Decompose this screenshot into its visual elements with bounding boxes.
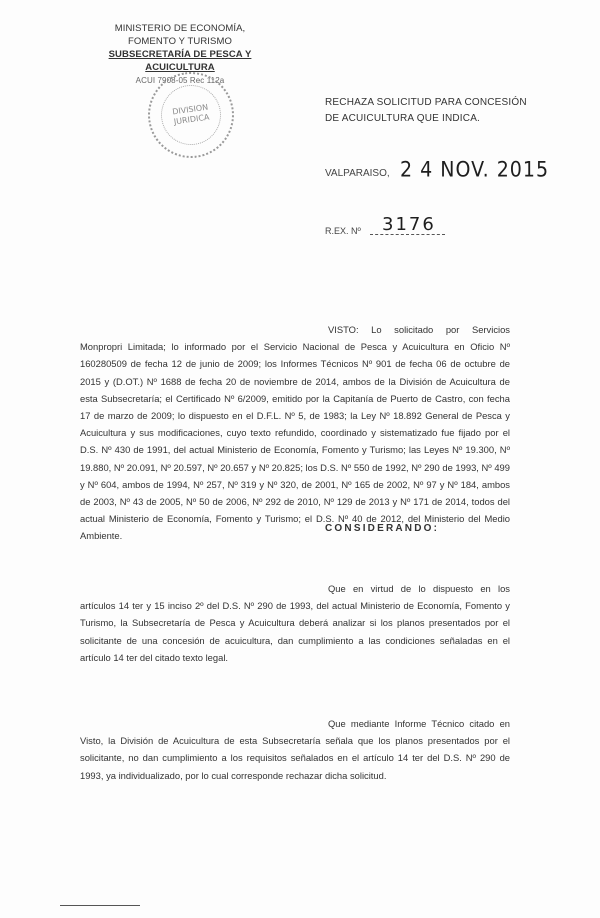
resolution-underline [370, 234, 445, 235]
date-stamp: 2 4 NOV. 2015 [400, 157, 550, 183]
place-label: VALPARAISO, [325, 168, 390, 179]
considerando-paragraph-1: Que en virtud de lo dispuesto en los artículos 14 ter y 15 inciso 2º del D.S. Nº 290 de 1993, del actual Ministerio de Economía, Fomento y Turismo, la Subsecretaría de Pesca y Acuicultura deberá analizar si los planos presentados por el solicitante de una concesión de acuicultura, dan cumplimiento a las condiciones señaladas en el artículo 14 ter del citado texto legal. [80, 583, 510, 663]
visto-paragraph: VISTO: Lo solicitado por Servicios Monpropri Limitada; lo informado por el Servicio Nacional de Pesca y Acuicultura en Oficio Nº 160280509 de fecha 12 de junio de 2009; los Informes Técnicos Nº 901 de fecha 06 de octubre de 2015 y (D.OT.) Nº 1688 de fecha 20 de noviembre de 2014, ambos de la División de Acuicultura de esta Subsecretaría; el Certificado Nº 6/2009, emitido por la Capitanía de Puerto de Castro, con fecha 17 de marzo de 2009; lo dispuesto en el D.F.L. Nº 5, de 1983; la Ley Nº 18.892 General de Pesca y Acuicultura y sus modificaciones, cuyo texto refundido, coordinado y sistematizado fue fijado por el D.S. Nº 430 de 1991, del actual Ministerio de Economía, Fomento y Turismo; las Leyes Nº 19.300, Nº 19.880, Nº 20.091, Nº 20.597, Nº 20.657 y Nº 20.825; los D.S. Nº 550 de 1992, Nº 290 de 1993, Nº 499 y Nº 604, ambos de 1994, Nº 257, Nº 319 y Nº 320, de 2001, Nº 165 de 2002, Nº 97 y Nº 184, ambos de 2003, Nº 43 de 2005, Nº 50 de 2006, Nº 292 de 2010, Nº 129 de 2013 y Nº 171 de 2014, todos del actual Ministerio de Economía, Fomento y Turismo; el D.S. Nº 40 de 2012, del Ministerio del Medio Ambiente. [80, 324, 510, 542]
stamp-line-2: JURIDICA [173, 112, 210, 127]
ministry-name-2: FOMENTO Y TURISMO [128, 36, 232, 47]
resolution-label: R.EX. Nº [325, 226, 361, 236]
considerando-paragraph-2: Que mediante Informe Técnico citado en Visto, la División de Acuicultura de esta Subsecretaría señala que los planos presentados por el solicitante, no dan cumplimiento a los requisitos señalados en el artículo 14 ter del D.S. Nº 290 de 1993, ya individualizado, por lo cual corresponde rechazar dicha solicitud. [80, 718, 510, 781]
document-subject: RECHAZA SOLICITUD PARA CONCESIÓN DE ACUICULTURA QUE INDICA. [325, 97, 527, 124]
resolution-number: 3176 [382, 214, 436, 235]
subsecretaria-name: SUBSECRETARÍA DE PESCA Y ACUICULTURA [108, 49, 252, 73]
stamp-line-1: DIVISION [171, 102, 209, 117]
footnote-divider [60, 905, 140, 906]
considerando-heading: CONSIDERANDO: [325, 523, 440, 534]
ministry-name: MINISTERIO DE ECONOMÍA, [114, 23, 246, 34]
reference-code: ACUI 7908-05 Rec 112a [135, 76, 225, 85]
